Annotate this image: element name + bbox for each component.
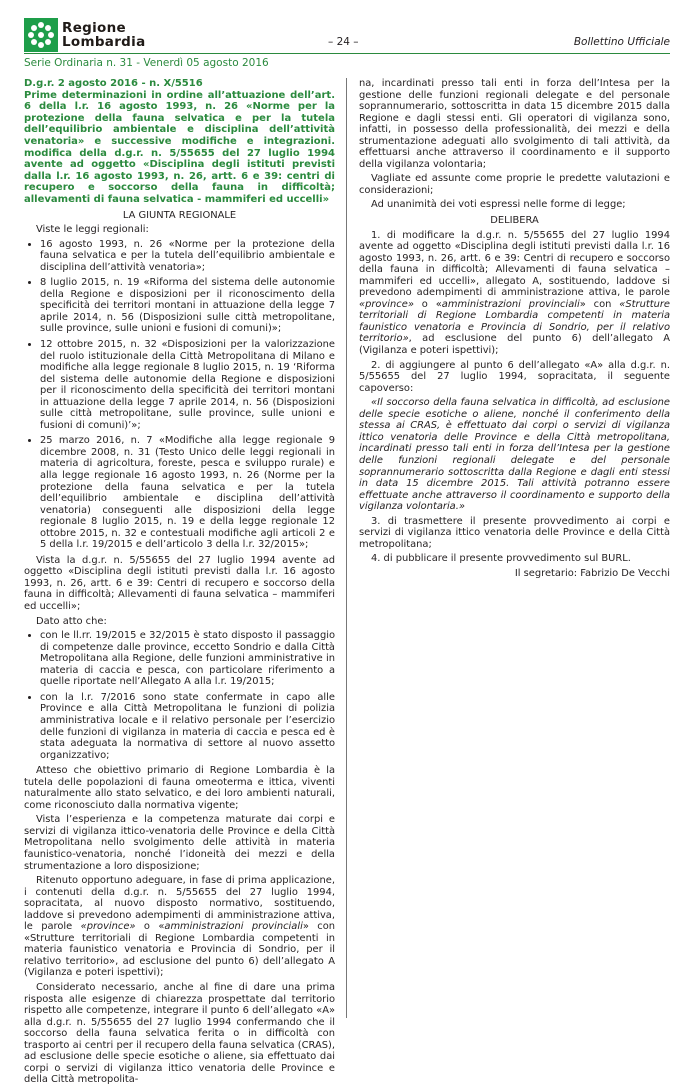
quote-text: «Il soccorso della fauna selvatica in difficoltà, ad esclusione delle specie esotiche o aliene, nonché il conferimento della stessa ai CRAS, è effettuato dai corpi o servizi di vigilanza ittico venatoria delle Province e della Città metropolitana, incardinati presso tali enti in forza dell’Intesa per la gestione delle funzioni regionali delegate e del personale soprannumerario sottoscritta dalla Regione e dagli enti stessi in data 15 dicembre 2015. Tali attività potranno essere effettuate anche attraverso il coordinamento e supporto della vigilanza volontaria.» bbox=[359, 397, 670, 513]
dato-atto-intro: Dato atto che: bbox=[36, 615, 107, 627]
left-column bbox=[24, 78, 335, 1089]
vista-esperienza-paragraph: Vista l’esperienza e la competenza maturate dai corpi e servizi di vigilanza ittico-venatoria delle Province e della Città Metropolitana nello svolgimento delle attività in materia faunistico-venatoria, nonché l’idoneità dei mezzi e della strumentazione a loro disposizione; bbox=[24, 814, 335, 872]
delibera-point-3: 3. di trasmettere il presente provvedimento ai corpi e servizi di vigilanza ittico venatoria delle Province e della Città metropolitana; bbox=[359, 515, 670, 550]
page-header bbox=[24, 14, 670, 56]
point-text: 1. di modificare la d.g.r. n. 5/55655 del 27 luglio 1994 avente ad oggetto «Disciplina degli istituti previsti dalla l.r. 16 agosto 1993, n. 26, artt. 6 e 39: Centri di recupero e soccorso della fauna in difficoltà; Allevamenti di fauna selvatica – mammiferi ed uccelli», allegato A, sostituendo, laddove si prevedono adempimenti di amministrazione attiva, le parole bbox=[359, 229, 670, 299]
ritenuto-text: o « bbox=[135, 921, 165, 933]
logo-text-line2: Lombardia bbox=[62, 34, 146, 50]
list-item: • 8 luglio 2015, n. 19 «Riforma del sistema delle autonomie della Regione e disposizioni per il riconoscimento della specificità dei territori montani in attuazione della legge 7 aprile 2014, n. 56 (Disposizioni sulle città metropolitane, sulle province, sulle unioni e fusioni di comuni)»; bbox=[40, 277, 335, 335]
unanimita-paragraph: Ad unanimità dei voti espressi nelle forme di legge; bbox=[371, 199, 626, 211]
delibera-point-2: 2. di aggiungere al punto 6 dell’allegato «A» alla d.g.r. n. 5/55655 del 27 luglio 1994, sopracitata, il seguente capoverso: bbox=[359, 359, 670, 394]
vagliate-paragraph: Vagliate ed assunte come proprie le predette valutazioni e considerazioni; bbox=[359, 173, 670, 196]
publication-title: Bollettino Ufficiale bbox=[573, 36, 670, 48]
page-number: – 24 – bbox=[328, 36, 359, 48]
viste-intro: Viste le leggi regionali: bbox=[36, 224, 149, 236]
point-italic: «province» bbox=[359, 298, 414, 310]
serie-line: Serie Ordinaria n. 31 - Venerdì 05 agosto 2016 bbox=[24, 57, 269, 69]
ritenuto-paragraph bbox=[24, 875, 335, 979]
delibera-point-1 bbox=[359, 230, 670, 357]
ritenuto-italic-amministrazioni: amministrazioni provinciali bbox=[164, 921, 303, 933]
continuation-paragraph: na, incardinati presso tali enti in forza dell’Intesa per la gestione delle funzioni regionali delegate e del personale soprannumerario, sottoscritta in data 15 dicembre 2015 dalla Regione e dagli stessi enti. Gli operatori di vigilanza sono, infatti, in possesso della professionalità, dei mezzi e della strumentazione adeguati allo svolgimento di tali attività, da effettuarsi anche attraverso il coordinamento e il supporto della vigilanza volontaria; bbox=[359, 78, 670, 170]
giunta-heading: LA GIUNTA REGIONALE bbox=[122, 209, 237, 221]
ritenuto-italic-province: «province» bbox=[80, 921, 136, 933]
vista-paragraph: Vista la d.g.r. n. 5/55655 del 27 luglio 1994 avente ad oggetto «Disciplina degli istituti previsti dalla l.r. 16 agosto 1993, n. 26, artt. 6 e 39: Centri di recupero e soccorso della fauna in difficoltà; Allevamenti di fauna selvatica – mammiferi ed uccelli»; bbox=[24, 554, 335, 613]
list-item: • con le ll.rr. 19/2015 e 32/2015 è stato disposto il passaggio di competenze dalle province, eccetto Sondrio e dalla Città Metropolitana alla Regione, delle funzioni amministrative in materia di caccia e pesca, con particolare riferimento a quelle riportate nell’Allegato A alla l.r. 19/2015; bbox=[40, 630, 335, 688]
list-item: • 25 marzo 2016, n. 7 «Modifiche alla legge regionale 9 dicembre 2008, n. 31 (Testo Unico delle leggi regionali in materia di agricoltura, foreste, pesca e sviluppo rurale) e alla legge regionale 16 agosto 1993, n. 26 (Norme per la protezione della fauna selvatica e per la tutela dell’equilibrio ambientale e disciplina dell’attività venatoria) conseguenti alle disposizioni della legge regionale 8 luglio 2015, n. 19 e della legge regionale 12 ottobre 2015, n. 32 e contestuali modifiche agli articoli 2 e 5 della l.r. 19/2015 e dell’articolo 3 della l.r. 32/2015»; bbox=[40, 435, 335, 550]
ritenuto-text: » con «Strutture territoriali di Regione Lombardia competenti in materia faunistico venatoria e Provincia di Sondrio, per il relativo territorio», ad esclusione del punto 6) dell’allegato A (Vigilanza e poteri ispettivi); bbox=[24, 921, 335, 979]
delibera-heading: DELIBERA bbox=[490, 215, 539, 227]
regione-lombardia-logo bbox=[24, 18, 144, 54]
dgr-subject: Prime determinazioni in ordine all’attuazione dell’art. 6 della l.r. 16 agosto 1993, n. 26 «Norme per la protezione della fauna selvatica e per la tutela dell’equilibrio ambientale e disciplina dell’attività venatoria» e successive modifiche e integrazioni. modifica della d.g.r. n. 5/55655 del 27 luglio 1994 avente ad oggetto «Disciplina degli istituti previsti dalla l.r. 16 agosto 1993, n. 26, artt. 6 e 39: centri di recupero e soccorso della fauna in difficoltà; allevamenti di fauna selvatica - mammiferi ed uccelli» bbox=[24, 89, 335, 205]
point-italic: amministrazioni provinciali bbox=[441, 298, 580, 310]
logo-text-line1: Regione bbox=[62, 20, 126, 36]
signature: Il segretario: Fabrizio De Vecchi bbox=[514, 567, 670, 579]
considerato-paragraph: Considerato necessario, anche al fine di dare una prima risposta alle esigenze di chiarezza prospettate dal territorio rispetto alle competenze, integrare il punto 6 dell’allegato «A» alla d.g.r. n. 5/55655 del 27 luglio 1994 confermando che il soccorso della fauna selvatica ferita o in difficoltà con trasporto ai centri per il recupero della fauna selvatica (CRAS), ad esclusione delle specie esotiche o aliene, sia effettuato dai corpi o servizi di vigilanza ittico venatoria delle Province e della Città metropolita- bbox=[24, 981, 335, 1086]
capoverso-quote bbox=[359, 397, 670, 512]
list-item: • 12 ottobre 2015, n. 32 «Disposizioni per la valorizzazione del ruolo istituzionale della Città Metropolitana di Milano e modifiche alla legge regionale 8 luglio 2015, n. 19 ‘Riforma del sistema delle autonomie della Regione e disposizioni per il riconoscimento della specificità dei territori montani in attuazione della legge 7 aprile 2014, n. 56 (Disposizioni sulle città metropolitane, sulle province, sulle unioni e fusioni di comuni)’»; bbox=[40, 339, 335, 431]
dgr-heading bbox=[24, 78, 335, 206]
point-text: , ad esclusione del punto 6) dell’allegato A (Vigilanza e poteri ispettivi); bbox=[359, 333, 670, 357]
header-divider bbox=[24, 53, 670, 54]
delibera-point-4: 4. di pubblicare il presente provvedimento sul BURL. bbox=[371, 553, 631, 565]
ritenuto-text: Ritenuto opportuno adeguare, in fase di prima applicazione, i contenuti della d.g.r. n. 5/55655 del 27 luglio 1994, sopracitata, al nuovo disposto normativo, sostituendo, laddove si prevedono adempimenti di amministrazione attiva, le parole bbox=[24, 875, 335, 933]
dgr-number: D.g.r. 2 agosto 2016 - n. X/5516 bbox=[24, 78, 203, 89]
point-italic: «Strutture territoriali di Regione Lombardia competenti in materia faunistico venatoria e Provincia di Sondrio, per il relativo territorio» bbox=[359, 298, 670, 345]
right-column bbox=[359, 78, 670, 582]
viste-list bbox=[24, 239, 335, 551]
point-text: » con bbox=[579, 298, 620, 310]
column-divider bbox=[346, 78, 347, 1018]
lombardia-rose-icon bbox=[24, 18, 58, 52]
list-item: • con la l.r. 7/2016 sono state confermate in capo alle Province e alla Città Metropolitana le funzioni di polizia amministrativa locale e il relativo personale per l’esercizio delle funzioni di vigilanza in materia di caccia e pesca ed è stata adeguata la normativa di settore al nuovo assetto organizzativo; bbox=[40, 692, 335, 761]
point-text: o « bbox=[413, 298, 442, 310]
dato-atto-list bbox=[24, 630, 335, 761]
list-item: • 16 agosto 1993, n. 26 «Norme per la protezione della fauna selvatica e per la tutela dell’equilibrio ambientale e disciplina dell’attività venatoria»; bbox=[40, 239, 335, 274]
atteso-paragraph: Atteso che obiettivo primario di Regione Lombardia è la tutela delle popolazioni di fauna omeoterma e ittica, viventi naturalmente allo stato selvatico, e dei loro ambienti naturali, come riconosciuto dalla normativa vigente; bbox=[24, 765, 335, 811]
